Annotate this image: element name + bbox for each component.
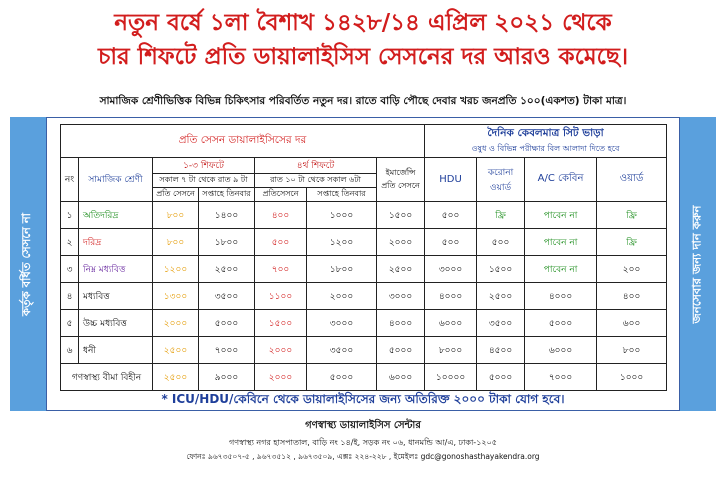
cell-ward: ১০০০ (597, 364, 667, 391)
cell-corona: ৩৫০০ (477, 310, 525, 337)
row-class: মধ্যবিত্ত (79, 283, 153, 310)
shift13-header: ১-৩ শিফটে (153, 158, 255, 174)
col-class-header: সামাজিক শ্রেণী (79, 158, 153, 202)
center-name: গণস্বাস্থ্য ডায়ালাইসিস সেন্টার (305, 420, 421, 431)
row-no: ৩ (61, 256, 79, 283)
pricing-note: সামাজিক শ্রেণীভিত্তিক বিভিন্ন চিকিৎসার পরিবর্তিত নতুন দর। রাতে বাড়ি পৌছে দেবার খরচ জনপ্রতি ১০০(একশত) টাকা মাত্র। (99, 95, 627, 107)
daily-header-cell (425, 125, 667, 158)
cell-s13: ৮০০ (153, 202, 199, 229)
cell-s4: ১৫০০ (255, 310, 307, 337)
cell-hdu: ৪০০০ (425, 283, 477, 310)
cell-ward: ৬০০ (597, 310, 667, 337)
per-session-header: প্রতি সেসনে (153, 188, 199, 202)
cell-w4: ৩৫০০ (307, 337, 377, 364)
cell-s13: ২৫০০ (153, 337, 199, 364)
row-class: দরিদ্র (79, 229, 153, 256)
cell-w4: ৩০০০ (307, 310, 377, 337)
shift4-header: ৪র্থ শিফটে (255, 158, 377, 174)
title-line-1: নতুন বর্ষে ১লা বৈশাখ ১৪২৮/১৪ এপ্রিল ২০২১ থেকে (114, 10, 612, 36)
table-row (61, 337, 667, 364)
cell-s13: ১৩০০ (153, 283, 199, 310)
cell-s4: ৭০০ (255, 256, 307, 283)
cell-hdu: ৬০০০ (425, 310, 477, 337)
cell-ac: পাবেন না (525, 229, 597, 256)
cell-s13: ১২০০ (153, 256, 199, 283)
cell-emergency: ৪০০০ (377, 310, 425, 337)
cell-ac: পাবেন না (525, 256, 597, 283)
cell-hdu: ৩০০০ (425, 256, 477, 283)
row-no: ৬ (61, 337, 79, 364)
cell-corona: ২৫০০ (477, 283, 525, 310)
address: গণস্বাস্থ্য নগর হাসপাতাল, বাড়ি নং ১৪/ই, সড়ক নং ০৬, ধানমন্ডি আ/এ, ঢাকা-১২০৫ (229, 438, 497, 447)
title-line-2: চার শিফটে প্রতি ডায়ালাইসিস সেসনের দর আরও কমেছে। (97, 44, 629, 70)
cell-s4: ৫০০ (255, 229, 307, 256)
cell-w13: ২৫০০ (199, 256, 255, 283)
cell-emergency: ৬০০০ (377, 364, 425, 391)
right-side-text: জনসেবার জন্য দান করুন (689, 205, 704, 323)
cell-ac: পাবেন না (525, 202, 597, 229)
cell-hdu: ৫০০ (425, 229, 477, 256)
cell-s4: ১১০০ (255, 283, 307, 310)
left-side-banner (10, 117, 46, 411)
table-row (61, 202, 667, 229)
cell-w4: ১৮০০ (307, 256, 377, 283)
table-row (61, 310, 667, 337)
cell-w4: ৫০০০ (307, 364, 377, 391)
cell-w13: ১৮০০ (199, 229, 255, 256)
row-class: গণস্বাস্থ্য বীমা বিহীন (61, 364, 153, 391)
cell-s13: ২০০০ (153, 310, 199, 337)
ward-header: ওয়ার্ড (597, 158, 667, 202)
rate-table (60, 124, 667, 391)
row-no: ১ (61, 202, 79, 229)
footnote: * ICU/HDU/কেবিনে থেকে ডায়ালাইসিসের জন্য অতিরিক্ত ২০০০ টাকা যোগ হবে। (161, 392, 565, 406)
table-row (61, 229, 667, 256)
cell-s4: ৪০০ (255, 202, 307, 229)
shift4-time: রাত ১০ টা থেকে সকাল ৬টা (255, 174, 377, 188)
table-row (61, 364, 667, 391)
cell-emergency: ২৫০০ (377, 256, 425, 283)
cell-s4: ২০০০ (255, 337, 307, 364)
cell-corona: ফ্রি (477, 202, 525, 229)
cell-ward: ফ্রি (597, 202, 667, 229)
cell-ward: ৪০০ (597, 283, 667, 310)
cell-ward: ৮০০ (597, 337, 667, 364)
cell-emergency: ৫০০০ (377, 337, 425, 364)
weekly-4-header: সপ্তাহে তিনবার (307, 188, 377, 202)
cell-corona: ৪৫০০ (477, 337, 525, 364)
corona-header: করোনা ওয়ার্ড (477, 158, 525, 202)
cell-s4: ২০০০ (255, 364, 307, 391)
cell-ac: ৪০০০ (525, 283, 597, 310)
cell-emergency: ১৫০০ (377, 202, 425, 229)
cell-hdu: ৫০০ (425, 202, 477, 229)
left-side-text: কর্তৃক বর্ধিত সেসনে না (19, 212, 34, 316)
cell-w13: ৩৫০০ (199, 283, 255, 310)
cell-corona: ৫০০ (477, 229, 525, 256)
row-class: উচ্চ মধ্যবিত্ত (79, 310, 153, 337)
cell-w13: ৭০০০ (199, 337, 255, 364)
cell-w13: ৫০০০ (199, 310, 255, 337)
session-rate-header: প্রতি সেসন ডায়ালাইসিসের দর (61, 125, 425, 158)
row-no: ৫ (61, 310, 79, 337)
daily-subheader: ওষুধ ও বিভিন্ন পরীক্ষার বিল আলাদা দিতে হবে (471, 144, 620, 153)
cell-ward: ফ্রি (597, 229, 667, 256)
cell-w4: ১২০০ (307, 229, 377, 256)
cell-w4: ২০০০ (307, 283, 377, 310)
col-no-header: নং (61, 158, 79, 202)
cell-w13: ৯০০০ (199, 364, 255, 391)
row-class: অতিদরিদ্র (79, 202, 153, 229)
cell-corona: ১৫০০ (477, 256, 525, 283)
table-row (61, 256, 667, 283)
row-no: ২ (61, 229, 79, 256)
contact-info: ফোনঃ ৯৬৭৩৫০৭-৫ , ৯৬৭৩৫১২ , ৯৬৭৩৫০৯, এক্সঃ ২২৪-২২৮ , ইমেইলঃ gdc@gonoshasthayakendra.org (186, 452, 540, 461)
cell-ac: ৬০০০ (525, 337, 597, 364)
cell-s13: ৮০০ (153, 229, 199, 256)
per-session-4-header: প্রতিসেসনে (255, 188, 307, 202)
daily-header: দৈনিক কেবলমাত্র সিট ভাড়া (487, 127, 604, 139)
cell-corona: ৫০০০ (477, 364, 525, 391)
hdu-header: HDU (425, 158, 477, 202)
cell-s13: ২৫০০ (153, 364, 199, 391)
row-class: ধনী (79, 337, 153, 364)
right-side-banner (680, 117, 716, 411)
ac-cabin-header: A/C কেবিন (525, 158, 597, 202)
table-row (61, 283, 667, 310)
cell-w4: ১০০০ (307, 202, 377, 229)
cell-ac: ৭০০০ (525, 364, 597, 391)
shift13-time: সকাল ৭ টা থেকে রাত ৯ টা (153, 174, 255, 188)
cell-emergency: ৩০০০ (377, 283, 425, 310)
row-no: ৪ (61, 283, 79, 310)
row-class: নিম্ন মধ্যবিত্ত (79, 256, 153, 283)
emergency-header: ইমার্জেন্সি প্রতি সেসনে (377, 158, 425, 202)
cell-emergency: ২০০০ (377, 229, 425, 256)
cell-w13: ১৪০০ (199, 202, 255, 229)
cell-ward: ২০০ (597, 256, 667, 283)
cell-ac: ৫০০০ (525, 310, 597, 337)
cell-hdu: ৮০০০ (425, 337, 477, 364)
cell-hdu: ১০০০০ (425, 364, 477, 391)
weekly-header: সপ্তাহে তিনবার (199, 188, 255, 202)
